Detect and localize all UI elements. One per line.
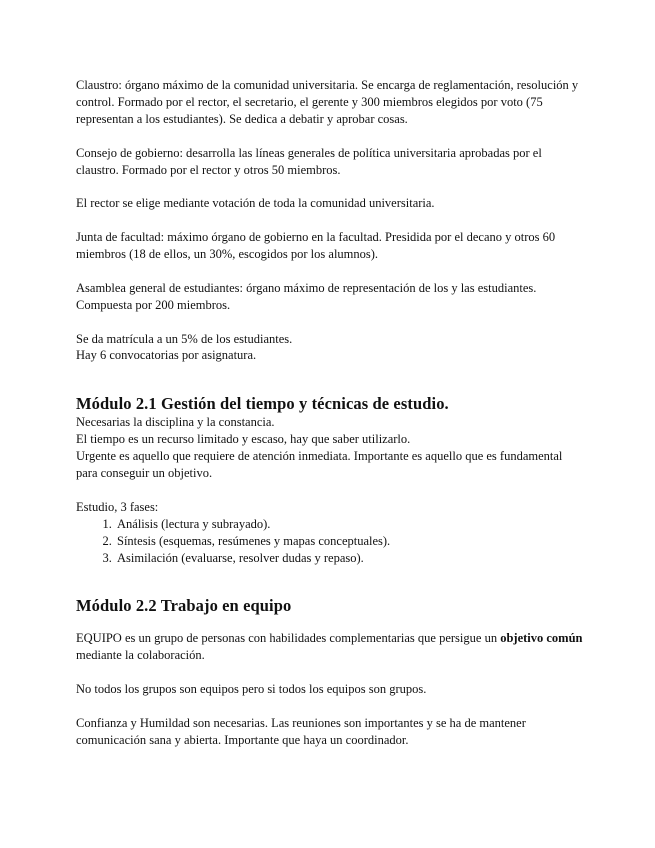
paragraph-grupos-equipos: No todos los grupos son equipos pero si todos los equipos son grupos.	[76, 682, 427, 697]
document-page	[76, 77, 586, 749]
equipo-text-end: mediante la colaboración.	[76, 648, 205, 663]
study-phase-item: 2. Síntesis (esquemas, resúmenes y mapas conceptuales).	[115, 533, 586, 550]
module-2-2-heading: Módulo 2.2 Trabajo en equipo	[76, 596, 292, 616]
study-phase-item: 3. Asimilación (evaluarse, resolver dudas y repaso).	[115, 550, 586, 567]
spacer	[76, 664, 586, 681]
paragraph-asamblea: Asamblea general de estudiantes: órgano máximo de representación de los y las estudiantes. Compuesta por 200 miembros.	[76, 280, 537, 312]
paragraph-consejo-gobierno: Consejo de gobierno: desarrolla las líneas generales de política universitaria aprobadas por el claustro. Formado por el rector y otros 50 miembros.	[76, 145, 542, 177]
spacer	[76, 212, 586, 229]
equipo-text-start: EQUIPO es un grupo de personas con habilidades complementarias que persigue un	[76, 631, 501, 646]
spacer	[76, 263, 586, 280]
module-2-1-heading: Módulo 2.1 Gestión del tiempo y técnicas de estudio.	[76, 394, 449, 414]
study-intro: Estudio, 3 fases:	[76, 499, 159, 514]
study-phase-item: 1. Análisis (lectura y subrayado).	[115, 516, 586, 533]
paragraph-claustro: Claustro: órgano máximo de la comunidad universitaria. Se encarga de reglamentación, resolución y control. Formado por el rector, el secretario, el gerente y 300 miembros elegidos por voto (75 representan a los estudiantes). Se dedica a debatir y aprobar cosas.	[76, 78, 579, 126]
paragraph-rector: El rector se elige mediante votación de toda la comunidad universitaria.	[76, 196, 435, 211]
spacer	[76, 314, 586, 331]
spacer	[76, 178, 586, 195]
module-2-1-line-disciplina: Necesarias la disciplina y la constancia.	[76, 415, 275, 430]
objetivo-comun-bold: objetivo común	[500, 631, 583, 646]
note-convocatorias: Hay 6 convocatorias por asignatura.	[76, 348, 257, 363]
paragraph-equipo-definicion	[76, 630, 586, 664]
study-phases-list	[76, 516, 586, 567]
module-2-1-line-tiempo: El tiempo es un recurso limitado y escaso, hay que saber utilizarlo.	[76, 432, 411, 447]
spacer	[76, 482, 586, 499]
module-2-1-line-urgente: Urgente es aquello que requiere de atención inmediata. Importante es aquello que es fundamental para conseguir un objetivo.	[76, 449, 563, 481]
spacer	[76, 698, 586, 715]
paragraph-confianza: Confianza y Humildad son necesarias. Las reuniones son importantes y se ha de mantener comunicación sana y abierta. Importante que haya un coordinador.	[76, 715, 526, 747]
paragraph-junta-facultad: Junta de facultad: máximo órgano de gobierno en la facultad. Presidida por el decano y otros 60 miembros (18 de ellos, un 30%, escogidos por los alumnos).	[76, 230, 556, 262]
note-matricula: Se da matrícula a un 5% de los estudiantes.	[76, 331, 293, 346]
spacer	[76, 128, 586, 145]
